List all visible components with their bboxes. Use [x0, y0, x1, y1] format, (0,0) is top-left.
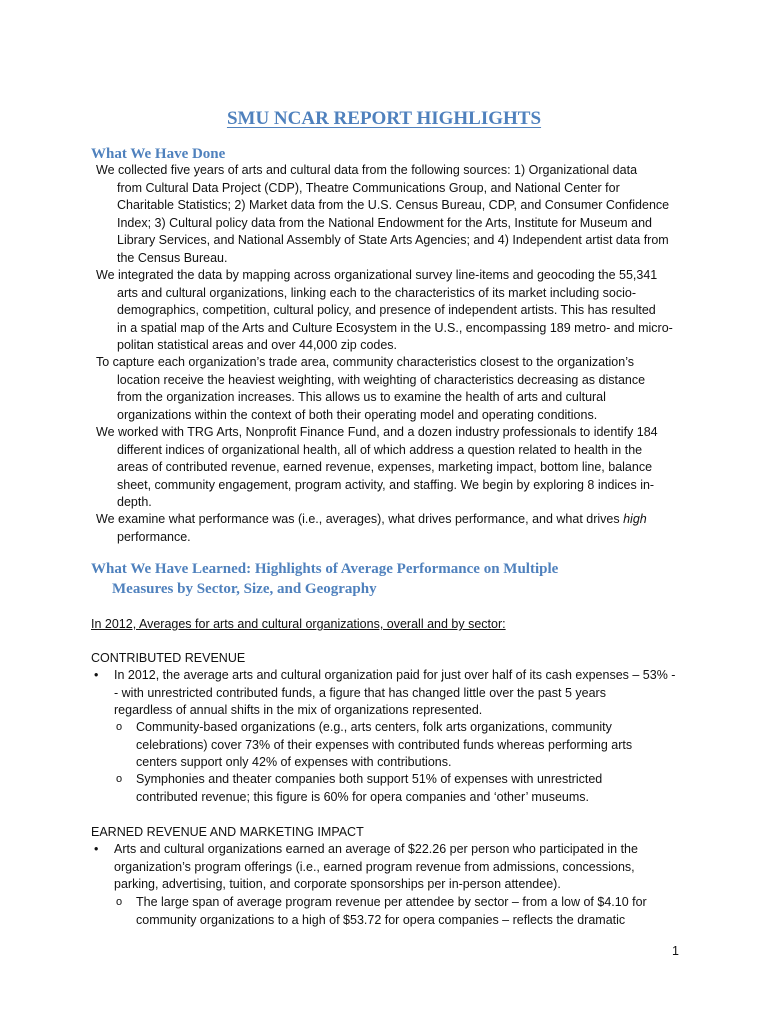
- earned-revenue-bullet: • Arts and cultural organizations earned an average of $22.26 per person who participated in the organization’s program offerings (i.e., earned program revenue from admissions, concessions, parking, advertising, tuition, and corporate sponsorships per in-person attendee).: [94, 842, 638, 891]
- sub-bullet-icon: o: [116, 721, 123, 733]
- report-title: SMU NCAR REPORT HIGHLIGHTS: [226, 108, 542, 129]
- contributed-revenue-label: CONTRIBUTED REVENUE: [91, 651, 246, 665]
- contributed-revenue-bullet: • In 2012, the average arts and cultural organization paid for just over half of its cash expenses – 53% - - with unrestricted contributed funds, a figure that has changed little over the past 5 years regardless of annual shifts in the mix of organizations represented.: [94, 668, 676, 717]
- section-heading-what-we-have-done: What We Have Done: [91, 146, 226, 162]
- paragraph-trade-area: To capture each organization’s trade area, community characteristics closest to the organization’s location receive the heaviest weighting, with weighting of characteristics decreasing as distance from the organization increases. This allows us to examine the health of arts and cultural organizations within the context of both their operating model and operating conditions.: [96, 355, 646, 422]
- sub-bullet-icon: o: [116, 896, 123, 908]
- symphonies-theater-subbullet: o Symphonies and theater companies both support 51% of expenses with unrestricted contributed revenue; this figure is 60% for opera companies and ‘other’ museums.: [116, 772, 603, 804]
- program-revenue-subbullet: o The large span of average program revenue per attendee by sector – from a low of $4.10 for community organizations to a high of $53.72 for opera companies – reflects the dramatic: [116, 895, 647, 927]
- paragraph-performance: We examine what performance was (i.e., averages), what drives performance, and what drives high performance.: [96, 512, 647, 544]
- bullet-icon: •: [94, 668, 99, 682]
- earned-revenue-label: EARNED REVENUE AND MARKETING IMPACT: [91, 825, 364, 839]
- averages-subheading: In 2012, Averages for arts and cultural organizations, overall and by sector:: [91, 617, 506, 631]
- paragraph-health-indices: We worked with TRG Arts, Nonprofit Finance Fund, and a dozen industry professionals to identify 184 different indices of organizational health, all of which address a question related to health in the areas of contributed revenue, earned revenue, expenses, marketing impact, bottom line, balance sheet, community engagement, program activity, and staffing. We begin by exploring 8 indices in- depth.: [96, 425, 658, 509]
- sub-bullet-icon: o: [116, 773, 123, 785]
- page-number: 1: [672, 944, 679, 958]
- community-organizations-subbullet: o Community-based organizations (e.g., arts centers, folk arts organizations, community celebrations) cover 73% of their expenses with contributed funds whereas performing arts centers support only 42% of expenses with contributions.: [116, 720, 633, 769]
- paragraph-data-integration: We integrated the data by mapping across organizational survey line-items and geocoding the 55,341 arts and cultural organizations, linking each to the characteristics of its market including socio- demographics, competition, cultural policy, and presence of independent artists. This has resulted in a spatial map of the Arts and Culture Ecosystem in the U.S., encompassing 189 metro- and micro- politan statistical areas and over 44,000 zip codes.: [96, 268, 673, 352]
- section-heading-what-we-have-learned: What We Have Learned: Highlights of Average Performance on Multiple Measures by Sector, Size, and Geography: [91, 561, 559, 597]
- paragraph-data-sources: We collected five years of arts and cultural data from the following sources: 1) Organizational data from Cultural Data Project (CDP), Theatre Communications Group, and National Center for Charitable Statistics; 2) Market data from the U.S. Census Bureau, CDP, and Consumer Confidence Index; 3) Cultural policy data from the National Endowment for the Arts, Institute for Museum and Library Services, and National Assembly of State Arts Agencies; and 4) Independent artist data from the Census Bureau.: [96, 163, 670, 265]
- bullet-icon: •: [94, 842, 99, 856]
